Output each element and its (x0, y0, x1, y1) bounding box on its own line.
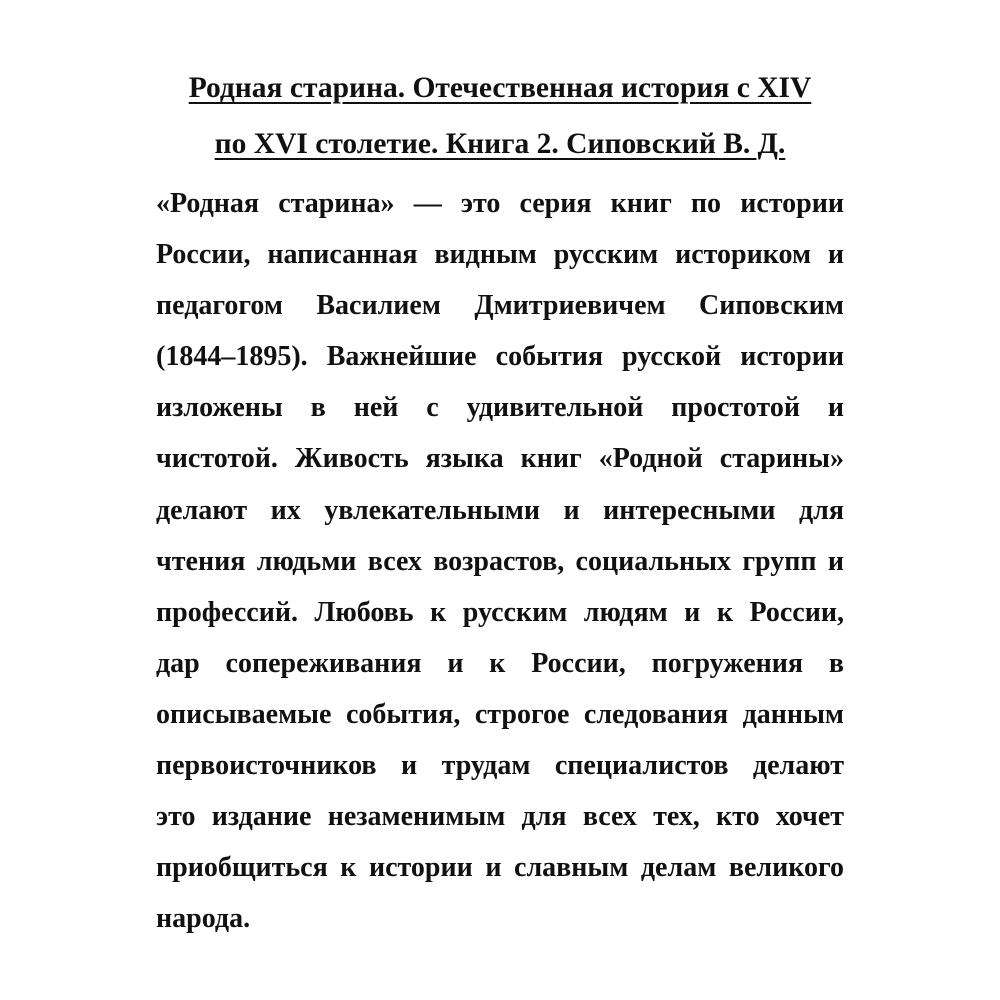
title-line: Родная старина. Отечественная история с XIV (188, 72, 812, 104)
paragraph-line: это издание незаменимым для всех тех, кто хочет (156, 801, 844, 833)
paragraph-line: изложены в ней с удивительной простотой и (156, 392, 844, 424)
paragraph-line: делают их увлекательными и интересными для (156, 494, 844, 526)
document-title (150, 60, 850, 172)
paragraph-line: приобщиться к истории и славным делам великого (156, 852, 844, 884)
paragraph-line: профессий. Любовь к русским людям и к России, (156, 596, 844, 628)
paragraph-line: чистотой. Живость языка книг «Родной старины» (156, 443, 844, 475)
paragraph-line: педагогом Василием Дмитриевичем Сиповским (156, 290, 844, 322)
paragraph-line: России, написанная видным русским историком и (156, 239, 844, 271)
paragraph-line: описываемые события, строгое следования данным (156, 698, 844, 730)
title-line: по XVI столетие. Книга 2. Сиповский В. Д. (214, 128, 786, 160)
paragraph-line: первоисточников и трудам специалистов делают (156, 750, 844, 782)
paragraph-line: (1844–1895). Важнейшие события русской истории (156, 341, 844, 373)
paragraph-line: дар сопереживания и к России, погружения в (156, 647, 844, 679)
paragraph-line: «Родная старина» — это серия книг по истории (156, 188, 844, 219)
paragraph-line: чтения людьми всех возрастов, социальных групп и (156, 545, 844, 577)
description-paragraph (156, 178, 844, 944)
paragraph-line: народа. (156, 903, 251, 935)
